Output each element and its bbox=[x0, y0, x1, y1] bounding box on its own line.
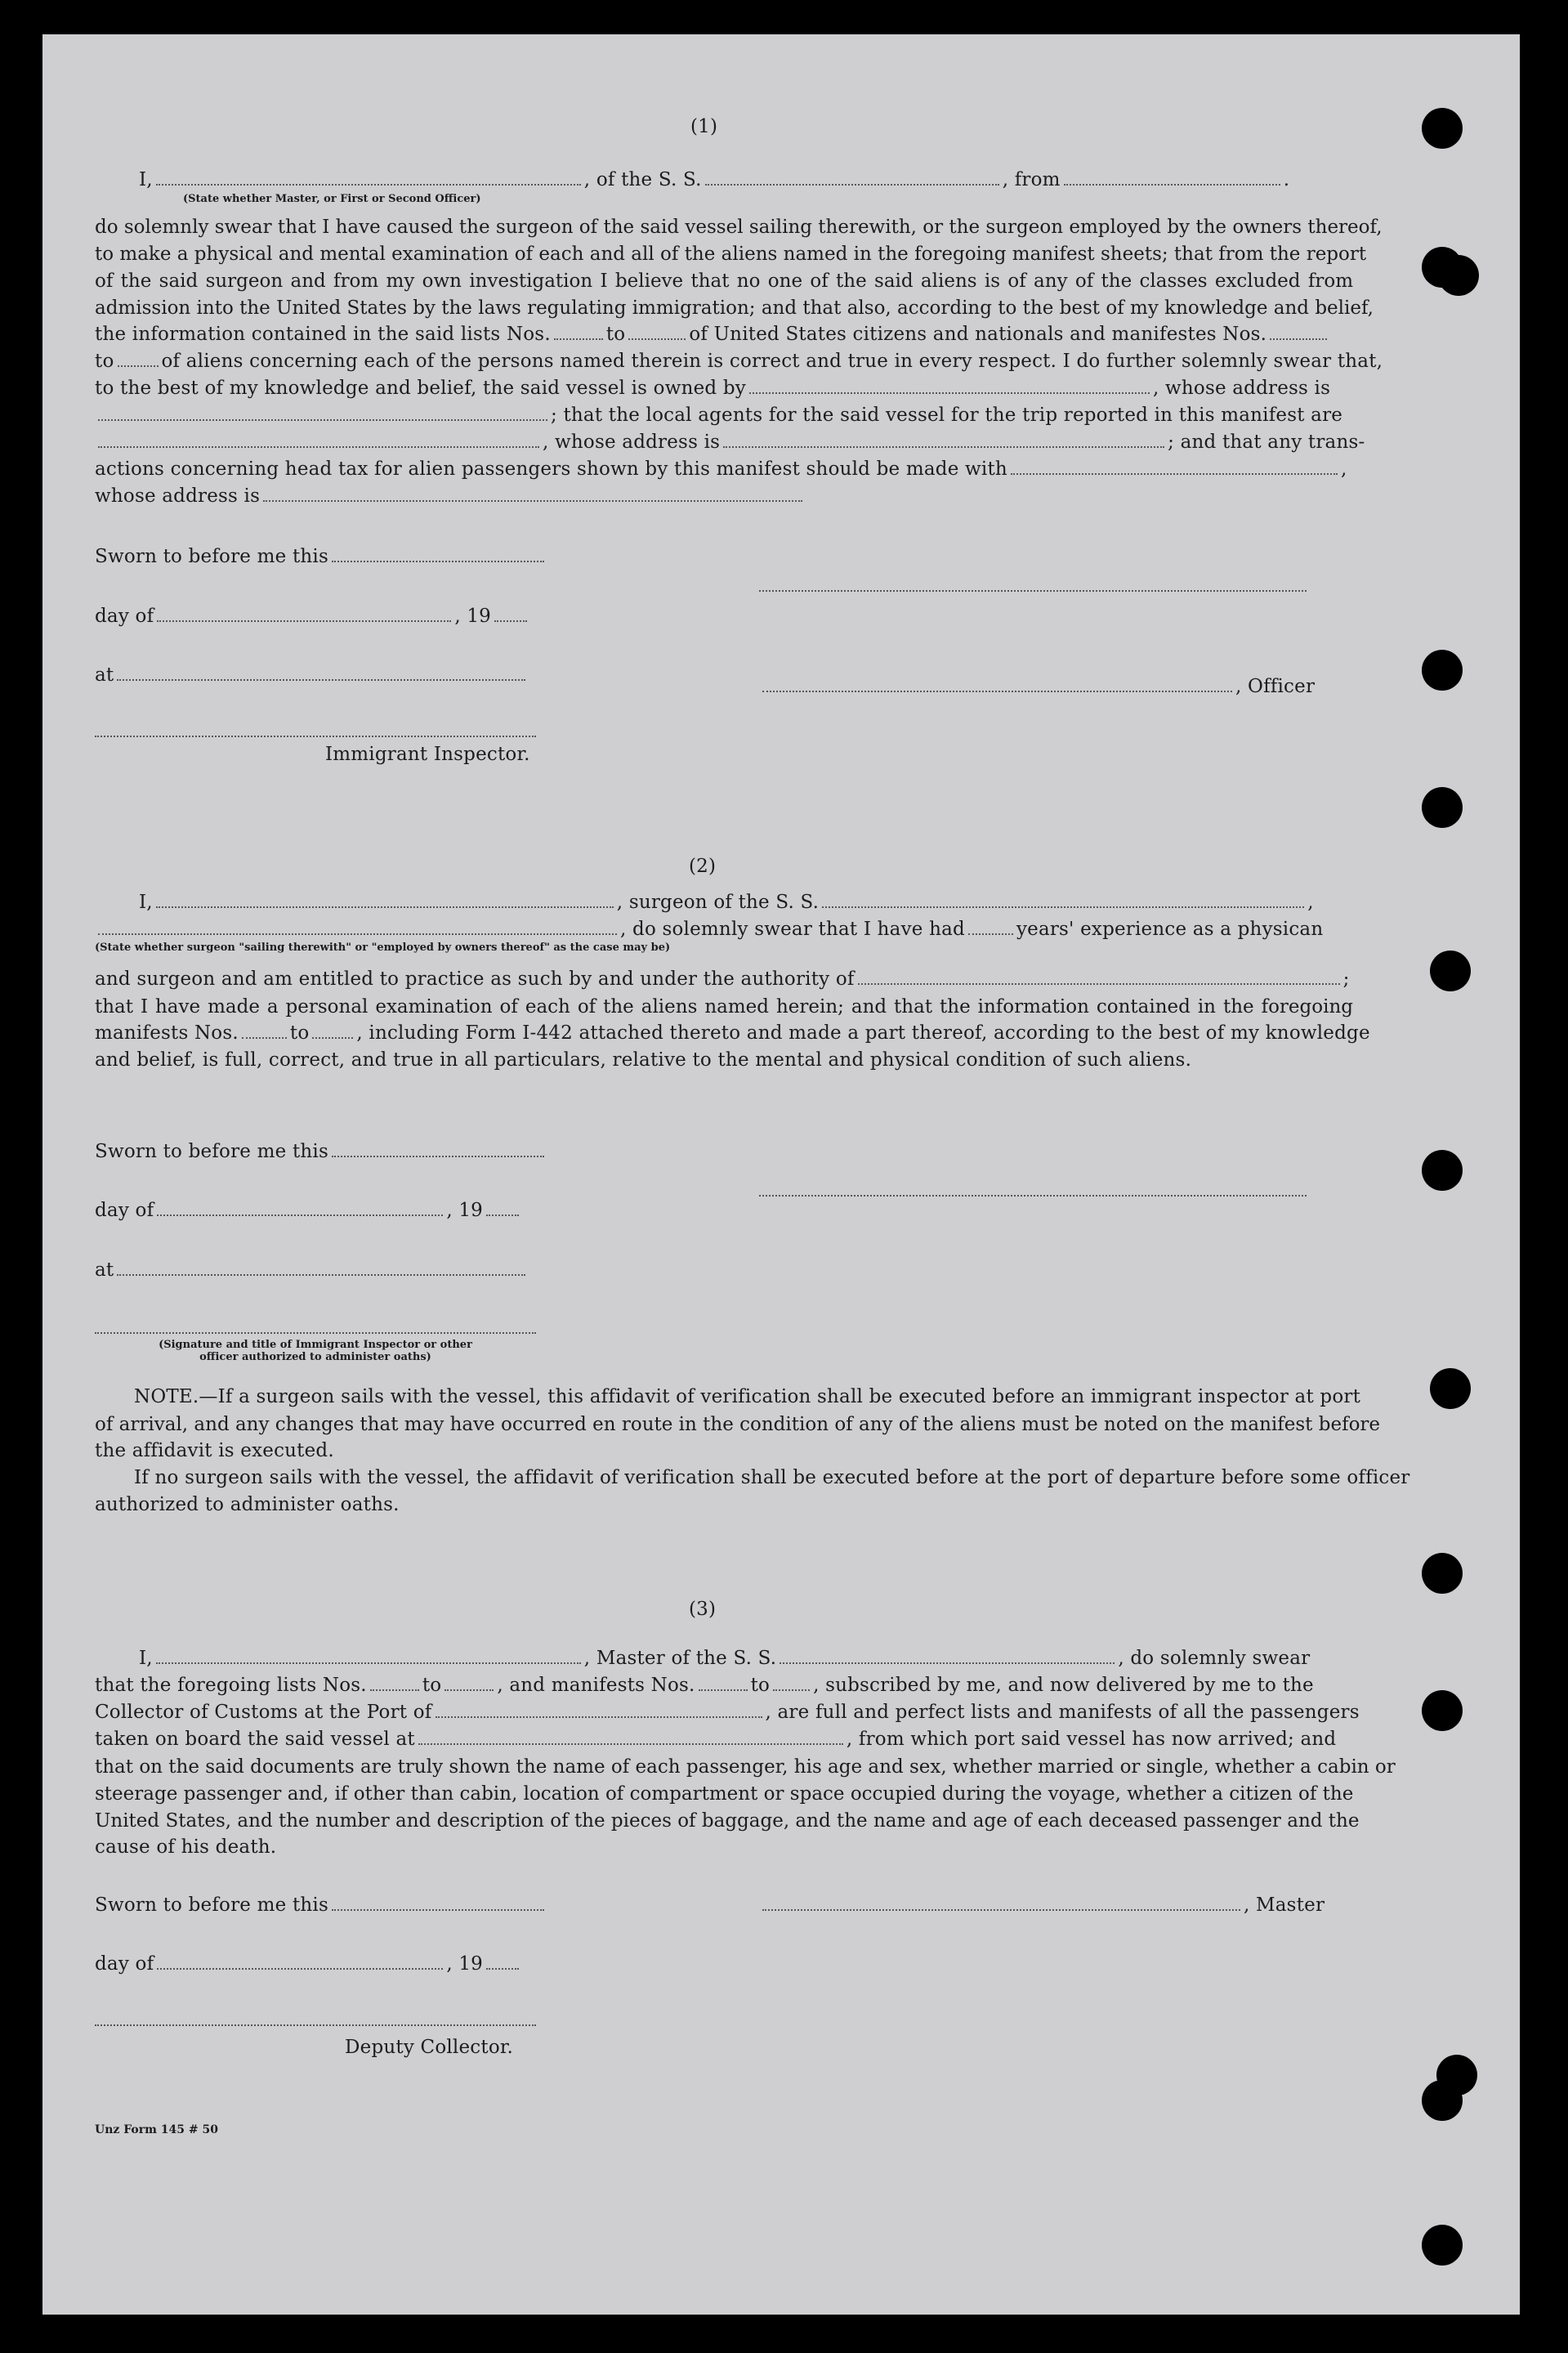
vessel-name-field[interactable] bbox=[705, 168, 999, 186]
form-page bbox=[42, 34, 1520, 2315]
s3-master-name-field[interactable] bbox=[156, 1646, 581, 1664]
s2-manifest-from-field[interactable] bbox=[242, 1021, 287, 1039]
s3-deputy-line[interactable] bbox=[95, 2024, 536, 2026]
s3-deputy-label: Deputy Collector. bbox=[345, 2037, 514, 2058]
s2-note-line-3: the affidavit is executed. bbox=[95, 1440, 334, 1461]
master-name-field[interactable] bbox=[156, 168, 581, 186]
s2-line-2: , do solemnly swear that I have had years' experience as a physican bbox=[95, 917, 1323, 942]
s2-sig-note-1: (Signature and title of Immigrant Inspector or other bbox=[159, 1339, 472, 1351]
s2-para-line-4: and belief, is full, correct, and true in all particulars, relative to the mental and physical condition of such aliens. bbox=[95, 1049, 1192, 1071]
s1-officer: , Officer bbox=[759, 674, 1315, 699]
s1-officer-note: (State whether Master, or First or Second Officer) bbox=[183, 193, 481, 205]
punch-hole bbox=[1422, 1553, 1463, 1594]
s1-para-line-6: to of aliens concerning each of the persons named therein is correct and true in every respect. I do further solemnly swear that, bbox=[95, 351, 1383, 372]
taken-on-board-field[interactable] bbox=[418, 1727, 843, 1745]
owner-field[interactable] bbox=[749, 376, 1150, 394]
punch-hole bbox=[1430, 1368, 1471, 1409]
s3-vessel-field[interactable] bbox=[780, 1646, 1115, 1664]
s3-sworn: Sworn to before me this bbox=[95, 1893, 547, 1917]
collector-port-field[interactable] bbox=[436, 1700, 762, 1718]
s1-para-line-7: to the best of my knowledge and belief, the said vessel is owned by , whose address is bbox=[95, 378, 1331, 399]
s1-at-field[interactable] bbox=[117, 663, 525, 681]
s1-inspector-line[interactable] bbox=[95, 736, 536, 737]
s2-manifest-to-field[interactable] bbox=[312, 1021, 353, 1039]
punch-hole bbox=[1422, 650, 1463, 691]
punch-hole bbox=[1422, 2080, 1463, 2121]
s3-day-field[interactable] bbox=[157, 1952, 443, 1970]
s2-vessel-field[interactable] bbox=[822, 890, 1304, 908]
s2-at-field[interactable] bbox=[117, 1258, 525, 1276]
s1-para-line-9: , whose address is ; and that any trans- bbox=[95, 430, 1365, 454]
s3-manifests-from-field[interactable] bbox=[699, 1673, 748, 1691]
s2-year-field[interactable] bbox=[486, 1198, 519, 1216]
s3-year-field[interactable] bbox=[486, 1952, 519, 1970]
s3-master-sign-field[interactable] bbox=[762, 1893, 1240, 1911]
s2-note-line-1: NOTE.—If a surgeon sails with the vessel, this affidavit of verification shall be executed before an immigrant inspector at port bbox=[134, 1386, 1361, 1407]
s1-year-field[interactable] bbox=[494, 604, 527, 622]
s3-manifests-to-field[interactable] bbox=[773, 1673, 810, 1691]
s2-line-1: I, , surgeon of the S. S. , bbox=[139, 892, 1314, 913]
s3-line-4: taken on board the said vessel at , from which port said vessel has now arrived; and bbox=[95, 1729, 1337, 1750]
s1-signature-line[interactable] bbox=[759, 590, 1307, 592]
punch-hole bbox=[1438, 255, 1479, 296]
s3-line-1: I, , Master of the S. S. , do solemnly swear bbox=[139, 1648, 1311, 1669]
s2-day-of: day of , 19 bbox=[95, 1198, 522, 1223]
s3-day-of: day of , 19 bbox=[95, 1952, 522, 1976]
s2-signature-line[interactable] bbox=[759, 1195, 1307, 1197]
s2-sig-note-2: officer authorized to administer oaths) bbox=[199, 1351, 431, 1363]
head-tax-address-field[interactable] bbox=[263, 484, 802, 502]
s2-para-line-2: that I have made a personal examination of each of the aliens named herein; and that the information contained in the foregoing bbox=[95, 996, 1353, 1018]
s3-line-3: Collector of Customs at the Port of , are full and perfect lists and manifests of all the passengers bbox=[95, 1702, 1360, 1723]
punch-hole bbox=[1430, 951, 1471, 991]
s1-para-line-2: to make a physical and mental examination of each and all of the aliens named in the foregoing manifest sheets; that from the report bbox=[95, 244, 1367, 265]
s3-para-line-7: United States, and the number and description of the pieces of baggage, and the name and age of each deceased passenger and the bbox=[95, 1810, 1360, 1832]
surgeon-type-field[interactable] bbox=[98, 917, 617, 935]
s2-para-line-1: and surgeon and am entitled to practice as such by and under the authority of ; bbox=[95, 968, 1350, 990]
owner-address-field[interactable] bbox=[98, 403, 547, 421]
s3-lists-to-field[interactable] bbox=[444, 1673, 494, 1691]
s1-para-line-3: of the said surgeon and from my own investigation I believe that no one of the said aliens is of any of the classes excluded from bbox=[95, 271, 1353, 292]
s3-lists-from-field[interactable] bbox=[370, 1673, 419, 1691]
s2-para-line-3: manifests Nos. to , including Form I-442 attached thereto and made a part thereof, according to the best of my knowledge bbox=[95, 1022, 1370, 1044]
section-3-number: (3) bbox=[689, 1599, 717, 1620]
s1-para-line-8: ; that the local agents for the said vessel for the trip reported in this manifest are bbox=[95, 403, 1342, 427]
agents-field[interactable] bbox=[98, 430, 539, 448]
s2-note-line-4: If no surgeon sails with the vessel, the affidavit of verification shall be executed before at the port of departure before some officer bbox=[134, 1467, 1410, 1488]
s1-para-line-10: actions concerning head tax for alien passengers shown by this manifest should be made with , bbox=[95, 459, 1347, 480]
s2-note-line-5: authorized to administer oaths. bbox=[95, 1494, 400, 1515]
s2-at: at bbox=[95, 1258, 529, 1282]
s2-sworn: Sworn to before me this bbox=[95, 1139, 547, 1164]
years-field[interactable] bbox=[968, 917, 1013, 935]
s1-inspector-label: Immigrant Inspector. bbox=[325, 744, 530, 765]
s2-day-field[interactable] bbox=[157, 1198, 443, 1216]
s2-inspector-line[interactable] bbox=[95, 1332, 536, 1334]
s2-surgeon-note: (State whether surgeon "sailing therewith" or "employed by owners thereof" as the case may be) bbox=[95, 942, 671, 954]
surgeon-name-field[interactable] bbox=[156, 890, 614, 908]
authority-field[interactable] bbox=[858, 967, 1340, 985]
manifests-from-field[interactable] bbox=[1270, 322, 1327, 340]
s3-master: , Master bbox=[759, 1893, 1325, 1917]
s3-sworn-date-field[interactable] bbox=[332, 1893, 544, 1911]
s1-line-1: I, , of the S. S. , from . bbox=[139, 169, 1290, 190]
s2-sworn-date-field[interactable] bbox=[332, 1139, 544, 1157]
s1-sworn: Sworn to before me this bbox=[95, 544, 547, 569]
section-2-number: (2) bbox=[689, 856, 717, 877]
agents-address-field[interactable] bbox=[723, 430, 1164, 448]
s2-note-line-2: of arrival, and any changes that may have occurred en route in the condition of any of the aliens must be noted on the manifest before bbox=[95, 1414, 1381, 1435]
s3-para-line-6: steerage passenger and, if other than cabin, location of compartment or space occupied during the voyage, whether a citizen of the bbox=[95, 1783, 1354, 1805]
lists-from-field[interactable] bbox=[554, 322, 603, 340]
lists-to-field[interactable] bbox=[628, 322, 686, 340]
from-port-field[interactable] bbox=[1064, 168, 1280, 186]
s1-at: at bbox=[95, 663, 529, 687]
punch-hole bbox=[1422, 787, 1463, 828]
s1-day-of: day of , 19 bbox=[95, 604, 530, 629]
punch-hole bbox=[1422, 2225, 1463, 2266]
s1-day-field[interactable] bbox=[157, 604, 451, 622]
s1-officer-field[interactable] bbox=[762, 674, 1232, 692]
s3-para-line-5: that on the said documents are truly shown the name of each passenger, his age and sex, whether married or single, whether a cabin or bbox=[95, 1756, 1396, 1778]
s1-sworn-date-field[interactable] bbox=[332, 544, 544, 562]
head-tax-field[interactable] bbox=[1011, 457, 1338, 475]
punch-hole bbox=[1422, 1150, 1463, 1191]
manifests-to-field[interactable] bbox=[118, 349, 159, 367]
form-number: Unz Form 145 # 50 bbox=[95, 2123, 218, 2136]
s1-para-line-11: whose address is bbox=[95, 484, 806, 508]
s1-para-line-5: the information contained in the said lists Nos. to of United States citizens and nationals and manifestes Nos. bbox=[95, 322, 1330, 347]
s3-para-line-8: cause of his death. bbox=[95, 1836, 277, 1858]
s1-para-line-4: admission into the United States by the laws regulating immigration; and that also, according to the best of my knowledge and belief, bbox=[95, 297, 1374, 319]
s3-line-2: that the foregoing lists Nos. to , and manifests Nos. to , subscribed by me, and now delivered by me to the bbox=[95, 1675, 1314, 1696]
section-1-number: (1) bbox=[690, 116, 718, 137]
punch-hole bbox=[1422, 1690, 1463, 1731]
s1-para-line-1: do solemnly swear that I have caused the surgeon of the said vessel sailing therewith, or the surgeon employed by the owners thereof, bbox=[95, 217, 1383, 238]
punch-hole bbox=[1422, 108, 1463, 149]
